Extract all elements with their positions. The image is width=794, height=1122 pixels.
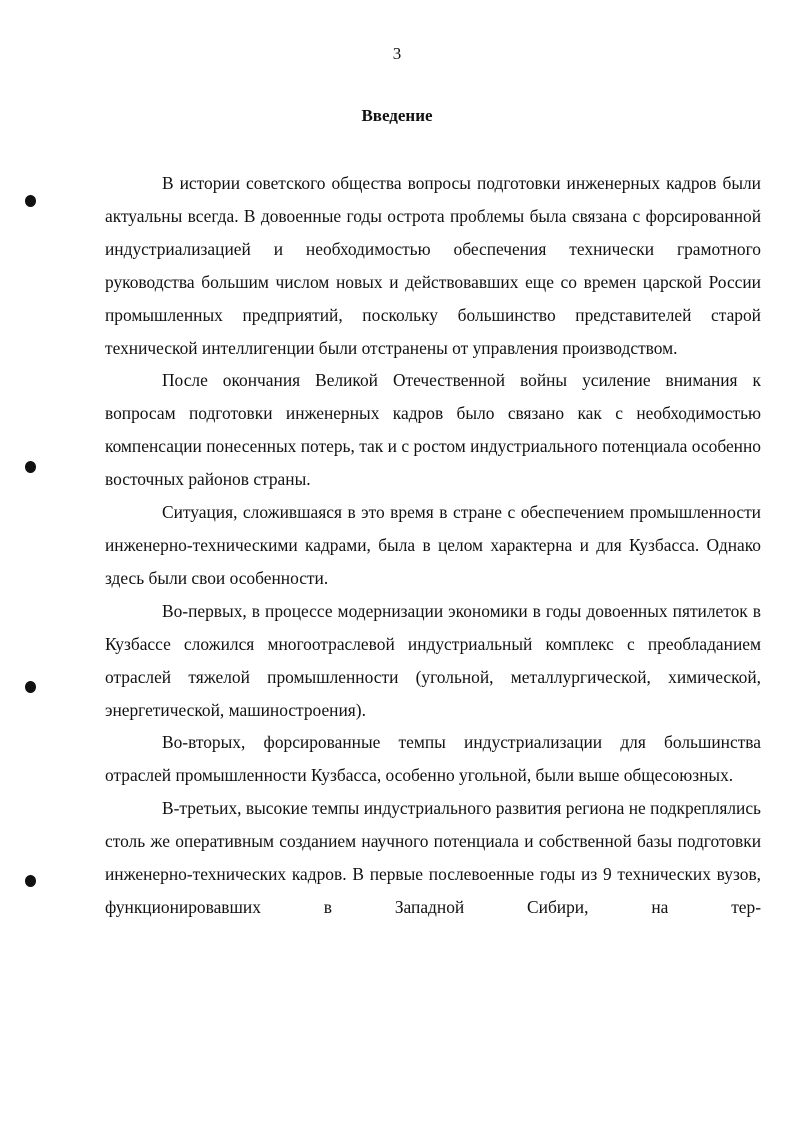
paragraph: Во-первых, в процессе модернизации экономики в годы довоенных пятилеток в Кузбассе сложился многоотраслевой индустриальный комплекс с преобладанием отраслей тяжелой промышленности (угольной, металлургической, химической, энергетической, машиностроения). xyxy=(105,600,761,720)
page-title: Введение xyxy=(361,106,433,125)
punch-hole xyxy=(25,461,36,473)
punch-hole xyxy=(25,681,36,693)
punch-hole xyxy=(25,875,36,887)
page-number: 3 xyxy=(392,44,402,63)
paragraph: Во-вторых, форсированные темпы индустриализации для большинства отраслей промышленности Кузбасса, особенно угольной, были выше общесоюзных. xyxy=(105,732,761,786)
paragraph: Ситуация, сложившаяся в это время в стране с обеспечением промышленности инженерно-техническими кадрами, была в целом характерна и для Кузбасса. Однако здесь были свои особенности. xyxy=(105,502,761,588)
paragraph: После окончания Великой Отечественной войны усиление внимания к вопросам подготовки инженерных кадров было связано как с необходимостью компенсации понесенных потерь, так и с ростом индустриального потенциала особенно восточных районов страны. xyxy=(105,370,761,490)
paragraph: В-третьих, высокие темпы индустриального развития региона не подкреплялись столь же оперативным созданием научного потенциала и собственной базы подготовки инженерно-технических кадров. В первые послевоенные годы из 9 технических вузов, функционировавших в Западной Сибири, на тер- xyxy=(105,798,761,917)
body-text xyxy=(105,167,761,924)
punch-hole xyxy=(25,195,36,207)
paragraph: В истории советского общества вопросы подготовки инженерных кадров были актуальны всегда. В довоенные годы острота проблемы была связана с форсированной индустриализацией и необходимостью обеспечения технически грамотного руководства большим числом новых и действовавших еще со времен царской России промышленных предприятий, поскольку большинство представителей старой технической интеллигенции были отстранены от управления производством. xyxy=(105,173,761,358)
